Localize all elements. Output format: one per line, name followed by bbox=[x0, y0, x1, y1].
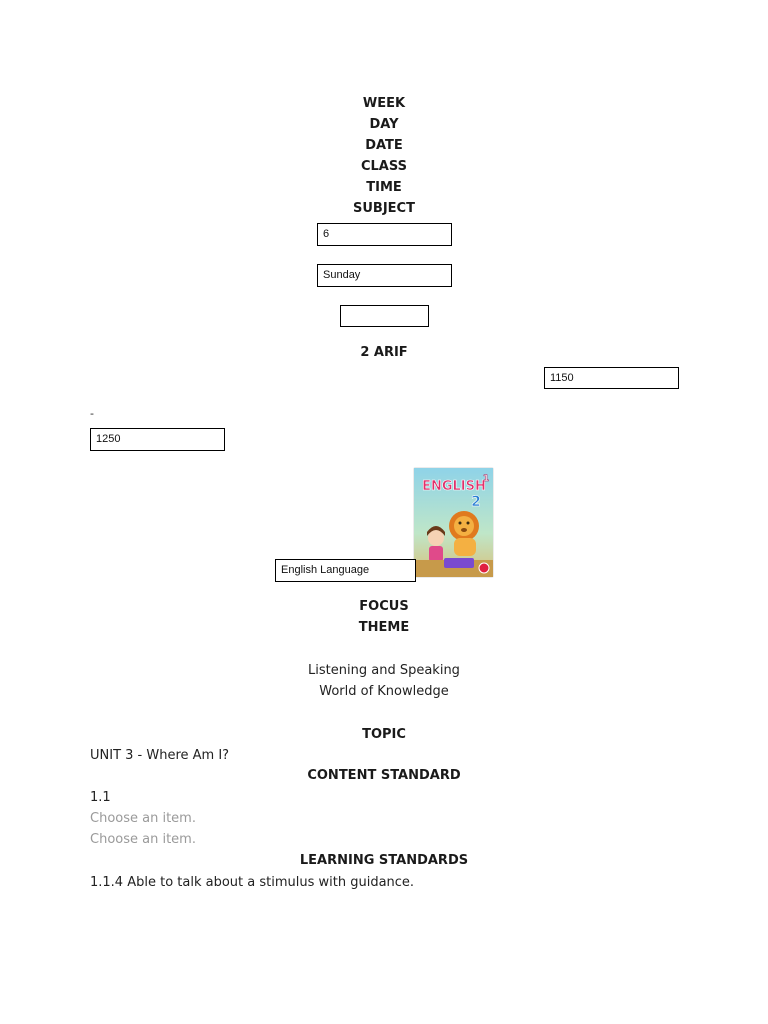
textbook-cover-graphic bbox=[414, 468, 493, 577]
learning-standards-label: LEARNING STANDARDS bbox=[299, 853, 469, 868]
date-field[interactable] bbox=[340, 305, 429, 327]
subject-label: SUBJECT bbox=[353, 201, 415, 216]
theme-value: World of Knowledge bbox=[319, 684, 449, 699]
week-label: WEEK bbox=[362, 96, 406, 111]
focus-label: FOCUS bbox=[359, 599, 409, 614]
week-field[interactable]: 6 bbox=[317, 223, 452, 246]
day-field[interactable]: Sunday bbox=[317, 264, 452, 287]
time-start-field[interactable]: 1150 bbox=[544, 367, 679, 389]
choose-item-dropdown-1[interactable]: Choose an item. bbox=[90, 811, 196, 826]
textbook-cover-image bbox=[414, 468, 493, 577]
choose-item-dropdown-2[interactable]: Choose an item. bbox=[90, 832, 196, 847]
subject-field[interactable]: English Language bbox=[275, 559, 416, 582]
day-label: DAY bbox=[369, 117, 399, 132]
time-label: TIME bbox=[366, 180, 402, 195]
class-name: 2 ARIF bbox=[360, 345, 408, 360]
topic-value: UNIT 3 - Where Am I? bbox=[90, 748, 230, 763]
focus-value: Listening and Speaking bbox=[308, 663, 460, 678]
date-label: DATE bbox=[365, 138, 403, 153]
learning-standard-value: 1.1.4 Able to talk about a stimulus with guidance. bbox=[90, 875, 415, 890]
book-badge-text: 1 bbox=[482, 474, 490, 484]
content-standard-value: 1.1 bbox=[90, 790, 111, 805]
book-title-text: ENGLISH bbox=[422, 479, 486, 494]
topic-label: TOPIC bbox=[362, 727, 406, 742]
theme-label: THEME bbox=[358, 620, 410, 635]
time-separator: - bbox=[90, 407, 94, 420]
time-end-field[interactable]: 1250 bbox=[90, 428, 225, 451]
class-label: CLASS bbox=[360, 159, 408, 174]
book-year-number: 2 bbox=[471, 494, 481, 510]
content-standard-label: CONTENT STANDARD bbox=[307, 768, 461, 783]
